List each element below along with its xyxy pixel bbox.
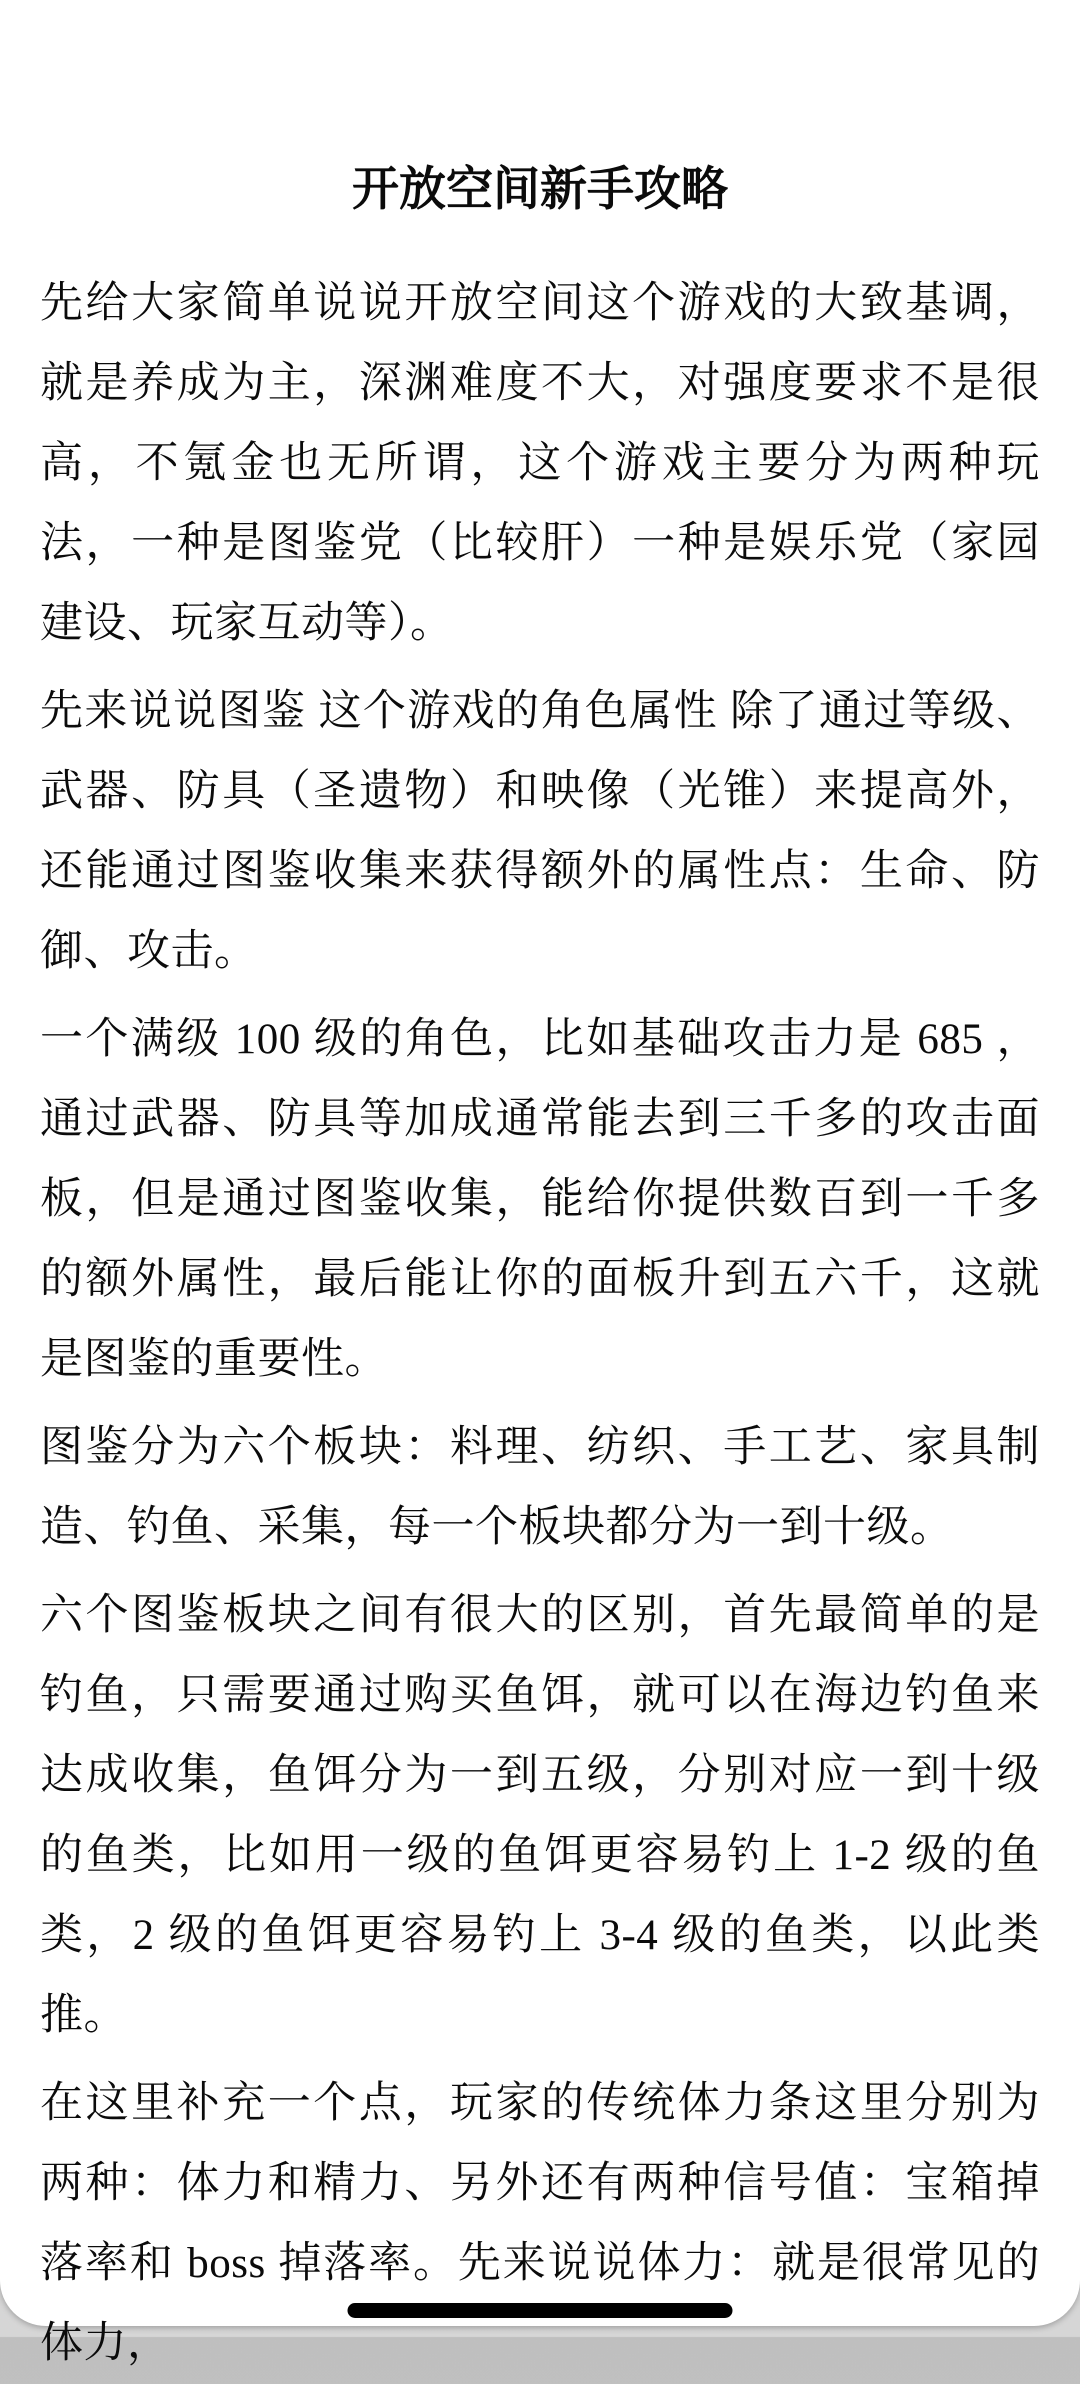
article-body — [40, 264, 1040, 2384]
paragraph-intro: 先给大家简单说说开放空间这个游戏的大致基调，就是养成为主，深渊难度不大，对强度要求不是很高，不氪金也无所谓，这个游戏主要分为两种玩法，一种是图鉴党（比较肝）一种是娱乐党（家园建设、玩家互动等）。 — [40, 280, 1040, 647]
paragraph-six-sections: 图鉴分为六个板块：料理、纺织、手工艺、家具制造、钓鱼、采集，每一个板块都分为一到十级。 — [40, 1424, 1040, 1551]
page-title: 开放空间新手攻略 — [352, 162, 728, 215]
paragraph-stamina: 在这里补充一个点，玩家的传统体力条这里分别为两种：体力和精力、另外还有两种信号值：宝箱掉落率和 boss 掉落率。先来说说体力：就是很常见的体力， — [40, 2080, 1040, 2367]
paragraph-fishing: 六个图鉴板块之间有很大的区别，首先最简单的是钓鱼，只需要通过购买鱼饵，就可以在海边钓鱼来达成收集，鱼饵分为一到五级，分别对应一到十级的鱼类，比如用一级的鱼饵更容易钓上 1-2 级的鱼类，2 级的鱼饵更容易钓上 3-4 级的鱼类，以此类推。 — [40, 1592, 1040, 2039]
home-indicator-bar[interactable] — [348, 2303, 733, 2318]
paragraph-tujian-attributes: 先来说说图鉴 这个游戏的角色属性 除了通过等级、武器、防具（圣遗物）和映像（光锥）来提高外，还能通过图鉴收集来获得额外的属性点：生命、防御、攻击。 — [40, 688, 1040, 975]
paragraph-attack-panel: 一个满级 100 级的角色，比如基础攻击力是 685 ，通过武器、防具等加成通常能去到三千多的攻击面板，但是通过图鉴收集，能给你提供数百到一千多的额外属性，最后能让你的面板升到五六千，这就是图鉴的重要性。 — [40, 1016, 1040, 1383]
